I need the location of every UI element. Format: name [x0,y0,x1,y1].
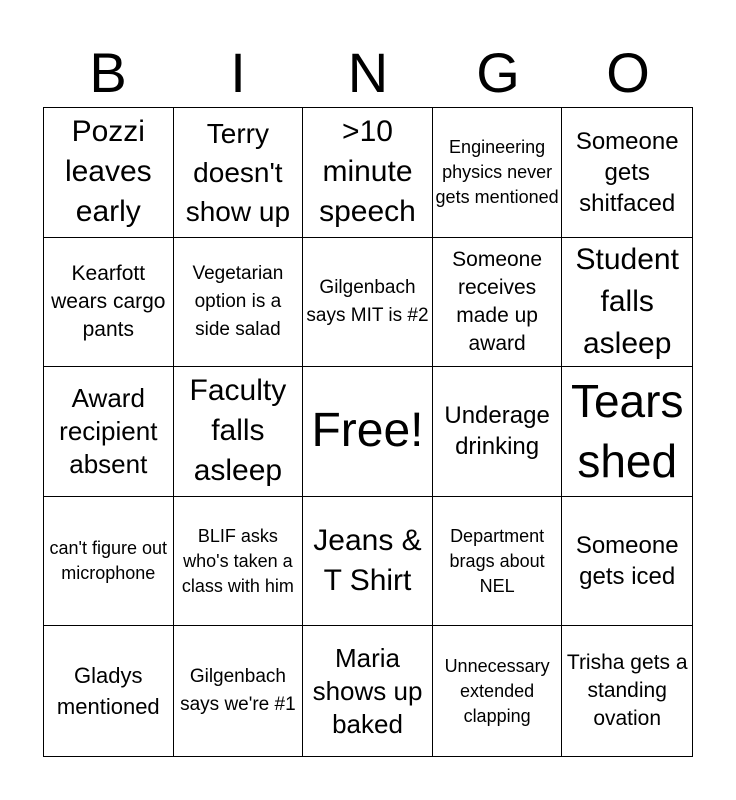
bingo-cell[interactable] [562,108,692,238]
cell-text: >10 minute speech [319,115,416,229]
cell-text: BLIF asks who's taken a class with him [181,525,294,596]
cell-text: Pozzi leaves early [64,115,152,229]
bingo-board [43,107,693,757]
bingo-cell[interactable] [562,238,692,368]
cell-text: Tears shed [570,375,684,488]
cell-text: Vegetarian option is a side salad [192,262,284,340]
header-letter-g: G [476,41,520,104]
header-letter-i: I [230,41,246,104]
header-letter-o: O [606,41,650,104]
cell-text: Underage drinking [444,402,550,461]
cell-text: Someone receives made up award [452,247,543,355]
bingo-cell[interactable] [174,497,304,627]
cell-text: Student falls asleep [575,242,679,360]
bingo-cell[interactable] [433,238,563,368]
bingo-header [43,40,693,106]
bingo-cell[interactable] [562,626,692,756]
cell-text: Jeans & T Shirt [313,524,422,598]
cell-text: Department brags about NEL [449,525,545,596]
cell-text: Faculty falls asleep [189,374,287,488]
bingo-cell[interactable] [433,367,563,497]
bingo-cell[interactable] [303,238,433,368]
cell-text: Gladys mentioned [56,663,160,720]
bingo-cell[interactable] [562,367,692,497]
bingo-cell[interactable] [562,497,692,627]
free-space-cell[interactable] [303,367,433,497]
cell-text: Maria shows up baked [312,642,423,739]
bingo-cell[interactable] [303,626,433,756]
bingo-cell[interactable] [44,626,174,756]
bingo-cell[interactable] [174,238,304,368]
header-letter-b: B [89,41,127,104]
bingo-cell[interactable] [44,497,174,627]
bingo-cell[interactable] [303,497,433,627]
cell-text: Someone gets shitfaced [575,127,679,217]
cell-text: Engineering physics never gets mentioned [435,136,559,207]
cell-text: can't figure out microphone [49,538,168,584]
cell-text: Someone gets iced [575,532,679,591]
bingo-cell[interactable] [433,497,563,627]
cell-text: Kearfott wears cargo pants [51,261,166,341]
bingo-cell[interactable] [174,626,304,756]
cell-text: Gilgenbach says we're #1 [180,666,296,716]
bingo-cell[interactable] [44,238,174,368]
cell-text: Unnecessary extended clapping [444,655,550,726]
cell-text: Trisha gets a standing ovation [566,651,688,731]
bingo-cell[interactable] [174,108,304,238]
free-space-text: Free! [311,404,424,458]
cell-text: Terry doesn't show up [185,117,291,227]
bingo-cell[interactable] [44,108,174,238]
bingo-cell[interactable] [433,626,563,756]
bingo-cell[interactable] [44,367,174,497]
bingo-cell[interactable] [303,108,433,238]
header-letter-n: N [347,41,389,104]
cell-text: Gilgenbach says MIT is #2 [306,276,429,326]
bingo-cell[interactable] [433,108,563,238]
cell-text: Award recipient absent [59,382,158,479]
bingo-cell[interactable] [174,367,304,497]
